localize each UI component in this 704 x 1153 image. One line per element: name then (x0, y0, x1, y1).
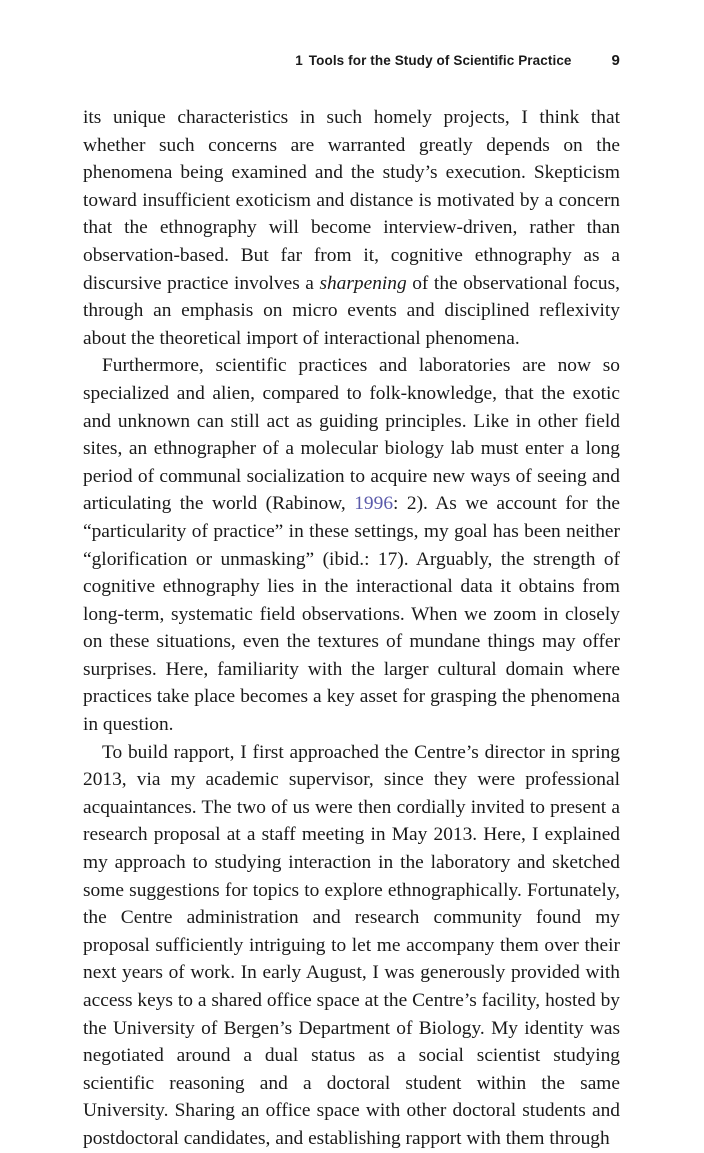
paragraph-1-italic-term: sharpening (319, 272, 407, 294)
paragraph-2 (83, 352, 620, 738)
paragraph-2-text-a: Furthermore, scientific practices and laboratories are now so specialized and alien, compared to folk-knowledge, that the exotic and unknown can still act as guiding principles. Like in other field sites, an ethnographer of a molecular biology lab must enter a long period of communal socialization to acquire new ways of seeing and articulating the world (Rabinow, (83, 355, 620, 515)
paragraph-3-text: To build rapport, I first approached the Centre’s director in spring 2013, via my academic supervisor, since they were professional acquaintances. The two of us were then cordially invited to present a research proposal at a staff meeting in May 2013. Here, I explained my approach to studying interaction in the laboratory and sketched some suggestions for topics to explore ethnographically. Fortunately, the Centre administration and research community found my proposal sufficiently intriguing to let me accompany them over their next years of work. In early August, I was generously provided with access keys to a shared office space at the Centre’s facility, hosted by the University of Bergen’s Department of Biology. My identity was negotiated around a dual status as a social scientist studying scientific reasoning and a doctoral student within the same University. Sharing an office space with other doctoral students and postdoctoral candidates, and establishing rapport with them through (83, 741, 620, 1149)
paragraph-1 (83, 104, 620, 352)
body-text (83, 104, 620, 1153)
paragraph-1-text-a: its unique characteristics in such homely projects, I think that whether such concerns are warranted greatly depends on the phenomena being examined and the study’s execution. Skepticism toward insufficient exoticism and distance is motivated by a concern that the ethnography will become interview-driven, rather than observation-based. But far from it, cognitive ethnography as a discursive practice involves a (83, 107, 620, 294)
running-head (84, 52, 620, 69)
page-number: 9 (611, 52, 620, 69)
paragraph-3 (83, 739, 620, 1153)
chapter-title: Tools for the Study of Scientific Practice (308, 53, 572, 68)
paragraph-1-text-b: of the observational focus, through an emphasis on micro events and disciplined reflexivity about the theoretical import of interactional phenomena. (83, 272, 620, 349)
chapter-number: 1 (295, 53, 303, 68)
citation-link-1996[interactable]: 1996 (354, 493, 394, 515)
paragraph-2-text-b: : 2). As we account for the “particularity of practice” in these settings, my goal has been neither “glorification or unmasking” (ibid.: 17). Arguably, the strength of cognitive ethnography lies in the interactional data it obtains from long-term, systematic field observations. When we zoom in closely on these situations, even the textures of mundane things may offer surprises. Here, familiarity with the larger cultural domain where practices take place becomes a key asset for grasping the phenomena in question. (83, 493, 620, 736)
